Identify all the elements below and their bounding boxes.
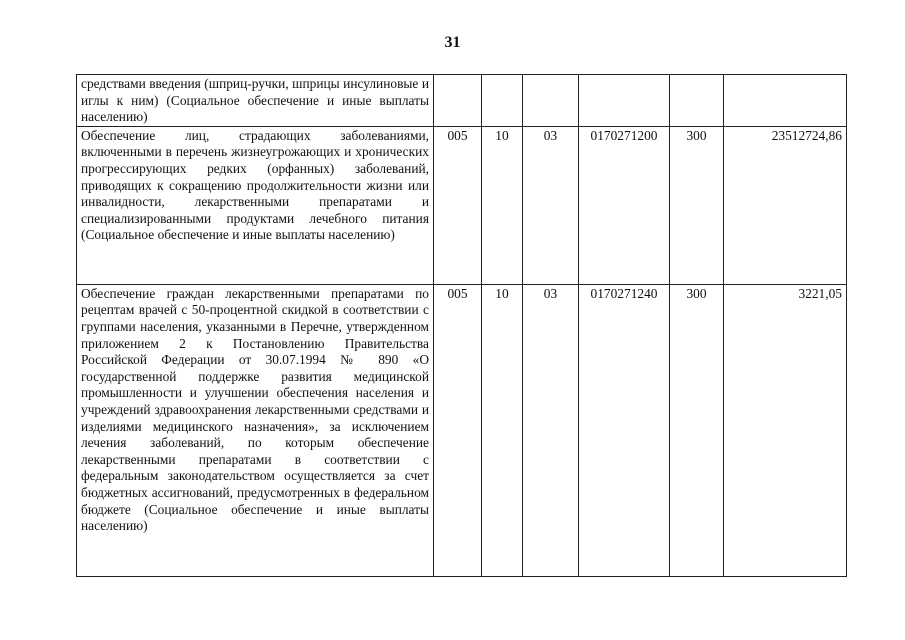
row-subsection-code [523, 75, 579, 127]
table-row [77, 75, 847, 127]
row-section-code: 10 [482, 126, 523, 284]
budget-table [76, 74, 847, 577]
row-description: средствами введения (шприц-ручки, шприцы инсулиновые и иглы к ним) (Социальное обеспечение и иные выплаты населению) [77, 75, 434, 127]
row-target-article-code: 0170271200 [579, 126, 670, 284]
row-amount: 3221,05 [724, 284, 847, 576]
row-expense-type-code: 300 [670, 284, 724, 576]
table-row [77, 284, 847, 576]
row-subsection-code: 03 [523, 126, 579, 284]
row-expense-type-code [670, 75, 724, 127]
row-description: Обеспечение лиц, страдающих заболеваниями, включенными в перечень жизнеугрожающих и хронических прогрессирующих редких (орфанных) заболеваний, приводящих к сокращению продолжительности жизни или инвалидности, лекарственными препаратами и специализированными продуктами лечебного питания (Социальное обеспечение и иные выплаты населению) [77, 126, 434, 284]
row-ved-code: 005 [434, 126, 482, 284]
row-ved-code: 005 [434, 284, 482, 576]
table-row [77, 126, 847, 284]
row-subsection-code: 03 [523, 284, 579, 576]
row-description: Обеспечение граждан лекарственными препаратами по рецептам врачей с 50-процентной скидкой в соответствии с группами населения, указанными в Перечне, утвержденном приложением 2 к Постановлению Правительства Российской Федерации от 30.07.1994 № 890 «О государственной поддержке развития медицинской промышленности и улучшении обеспечения населения и учреждений здравоохранения лекарственными средствами и изделиями медицинского назначения», за исключением лечения заболеваний, по которым обеспечение лекарственными препаратами в соответствии с федеральным законодательством осуществляется за счет бюджетных ассигнований, предусмотренных в федеральном бюджете (Социальное обеспечение и иные выплаты населению) [77, 284, 434, 576]
row-section-code [482, 75, 523, 127]
row-amount: 23512724,86 [724, 126, 847, 284]
row-ved-code [434, 75, 482, 127]
row-target-article-code [579, 75, 670, 127]
row-amount [724, 75, 847, 127]
page-number: 31 [444, 34, 461, 51]
row-expense-type-code: 300 [670, 126, 724, 284]
row-target-article-code: 0170271240 [579, 284, 670, 576]
row-section-code: 10 [482, 284, 523, 576]
